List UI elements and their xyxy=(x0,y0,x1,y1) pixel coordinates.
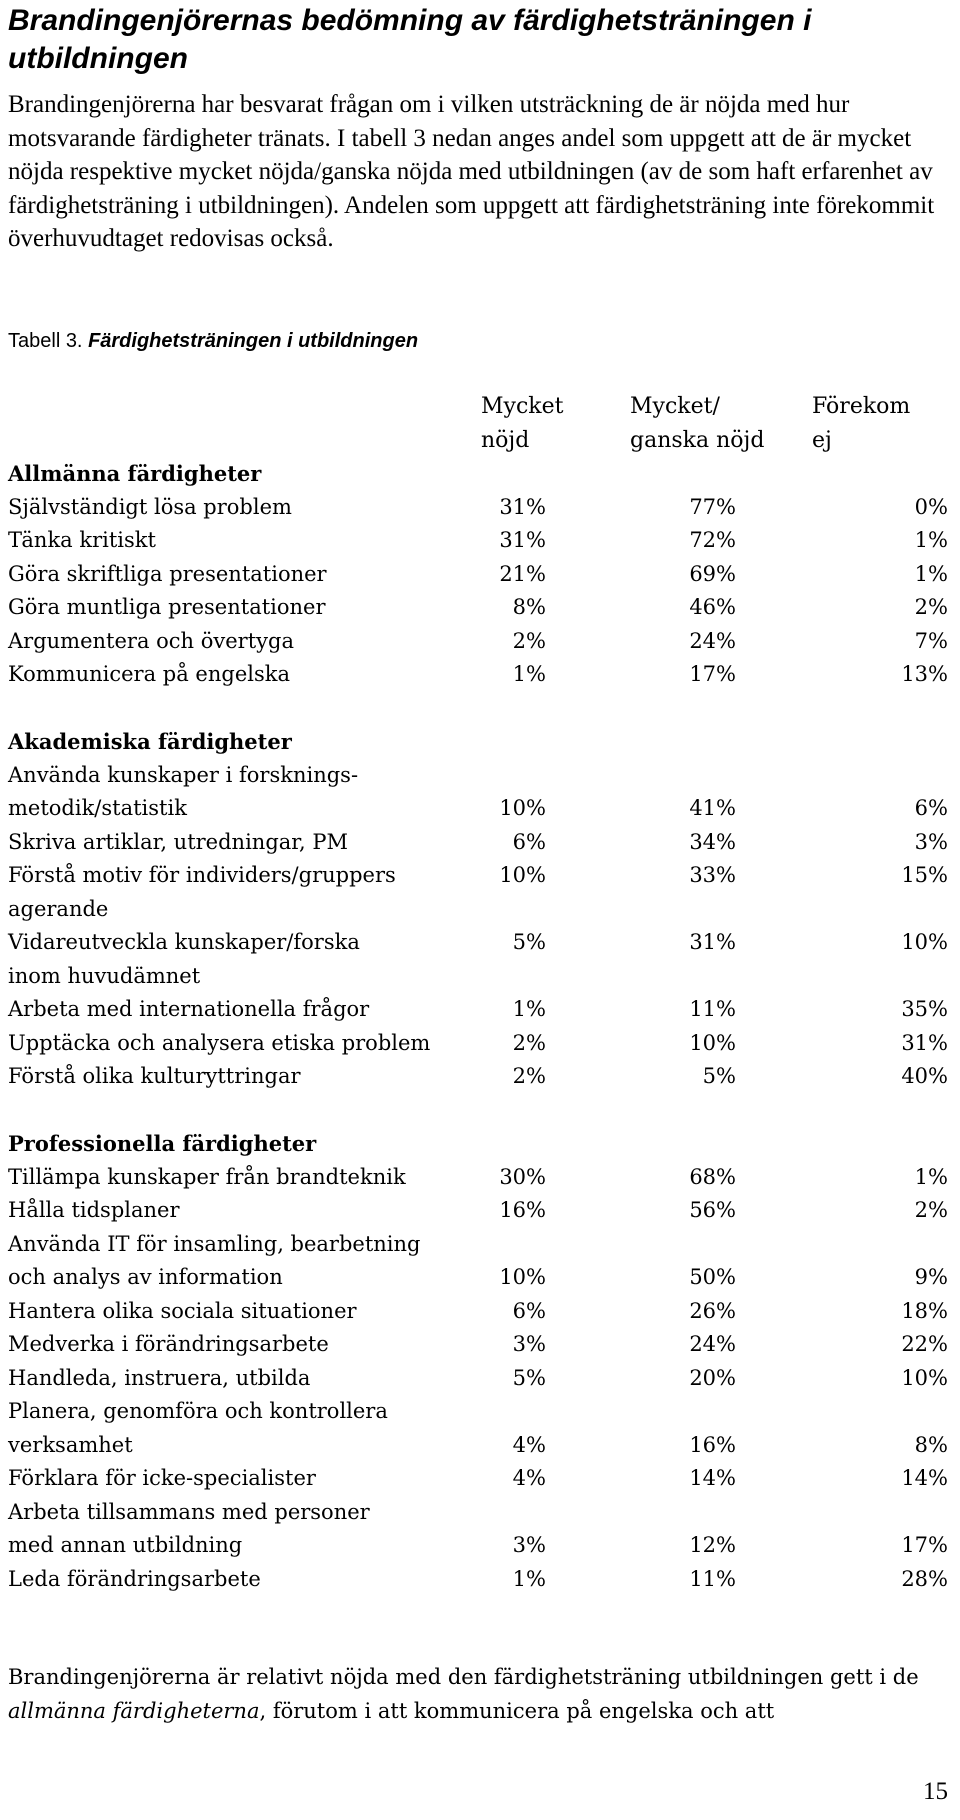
value-very-or-quite-satisfied: 41% xyxy=(689,796,736,820)
value-very-satisfied: 16% xyxy=(499,1198,546,1222)
value-very-or-quite-satisfied: 26% xyxy=(689,1298,736,1323)
row-label: Tänka kritiskt xyxy=(8,528,156,552)
value-very-or-quite-satisfied: 31% xyxy=(689,930,736,954)
row-label: Kommunicera på engelska xyxy=(8,662,290,686)
value-not-occurred: 1% xyxy=(914,1164,948,1189)
row-label: Hantera olika sociala situationer xyxy=(8,1298,357,1323)
value-very-satisfied: 6% xyxy=(512,1298,546,1323)
table-row xyxy=(8,993,953,1027)
value-not-occurred: 28% xyxy=(901,1566,948,1591)
row-label: Göra muntliga presentationer xyxy=(8,595,326,619)
header-line: ganska nöjd xyxy=(630,427,765,453)
value-very-or-quite-satisfied: 68% xyxy=(689,1164,736,1189)
table-body xyxy=(8,457,953,1596)
table-row xyxy=(8,491,953,525)
value-not-occurred: 13% xyxy=(901,662,948,686)
header-not-occurred xyxy=(812,390,910,457)
section-title-row xyxy=(8,1127,953,1161)
table-row xyxy=(8,625,953,659)
header-line: ej xyxy=(812,427,832,453)
row-label: Använda IT för insamling, bearbetning xyxy=(8,1231,421,1256)
table-row xyxy=(8,558,953,592)
row-label: Upptäcka och analysera etiska problem xyxy=(8,1030,431,1055)
value-very-or-quite-satisfied: 24% xyxy=(689,1332,736,1356)
row-label: Arbeta med internationella frågor xyxy=(8,997,370,1021)
row-label: inom huvudämnet xyxy=(8,963,201,988)
row-label: Handleda, instruera, utbilda xyxy=(8,1365,311,1390)
header-very-or-quite-satisfied xyxy=(630,390,764,457)
value-not-occurred: 18% xyxy=(901,1298,948,1323)
value-very-satisfied: 4% xyxy=(512,1432,546,1457)
value-very-satisfied: 2% xyxy=(512,1030,546,1055)
value-very-satisfied: 10% xyxy=(499,796,546,820)
value-very-satisfied: 10% xyxy=(499,863,546,887)
value-very-or-quite-satisfied: 17% xyxy=(689,662,736,686)
value-very-or-quite-satisfied: 10% xyxy=(689,1030,736,1055)
row-label: Tillämpa kunskaper från brandteknik xyxy=(8,1164,406,1189)
table-row xyxy=(8,1027,953,1061)
value-very-or-quite-satisfied: 12% xyxy=(689,1533,736,1557)
value-very-satisfied: 1% xyxy=(512,662,546,686)
value-not-occurred: 22% xyxy=(901,1332,948,1356)
value-very-or-quite-satisfied: 33% xyxy=(689,863,736,887)
table-caption xyxy=(8,327,418,355)
row-label: Leda förändringsarbete xyxy=(8,1566,261,1591)
closing-paragraph xyxy=(8,1660,953,1728)
table-row xyxy=(8,1228,953,1262)
row-label: Självständigt lösa problem xyxy=(8,494,292,519)
table-row xyxy=(8,1529,953,1563)
value-not-occurred: 7% xyxy=(914,628,948,653)
section-title: Allmänna färdigheter xyxy=(8,461,262,486)
row-label: Argumentera och övertyga xyxy=(8,628,294,653)
row-label: Hålla tidsplaner xyxy=(8,1198,180,1222)
value-not-occurred: 6% xyxy=(914,796,948,820)
value-very-satisfied: 5% xyxy=(512,930,546,954)
value-not-occurred: 1% xyxy=(914,561,948,586)
row-label: Använda kunskaper i forsknings- xyxy=(8,762,359,787)
section-title-row xyxy=(8,457,953,491)
value-very-or-quite-satisfied: 72% xyxy=(689,528,736,552)
value-very-or-quite-satisfied: 56% xyxy=(689,1198,736,1222)
value-very-or-quite-satisfied: 46% xyxy=(689,595,736,619)
value-very-or-quite-satisfied: 14% xyxy=(689,1466,736,1490)
row-label: Vidareutveckla kunskaper/forska xyxy=(8,930,360,954)
value-very-satisfied: 6% xyxy=(512,829,546,854)
value-not-occurred: 2% xyxy=(914,595,948,619)
row-label: Medverka i förändringsarbete xyxy=(8,1332,329,1356)
section-spacer xyxy=(8,692,953,726)
value-not-occurred: 35% xyxy=(901,997,948,1021)
value-not-occurred: 0% xyxy=(914,494,948,519)
table-row xyxy=(8,859,953,893)
row-label: och analys av information xyxy=(8,1265,283,1289)
section-heading: Brandingenjörernas bedömning av färdighetsträningen i utbildningen xyxy=(8,4,812,75)
header-line: Förekom xyxy=(812,394,911,419)
row-label: med annan utbildning xyxy=(8,1533,243,1557)
caption-prefix: Tabell 3. xyxy=(8,330,83,352)
section-spacer xyxy=(8,1094,953,1128)
value-very-satisfied: 1% xyxy=(512,997,546,1021)
table-row xyxy=(8,926,953,960)
row-label: Förstå olika kulturyttringar xyxy=(8,1064,301,1088)
value-not-occurred: 17% xyxy=(901,1533,948,1557)
header-line: Mycket xyxy=(481,394,564,419)
value-very-or-quite-satisfied: 77% xyxy=(689,494,736,519)
value-very-or-quite-satisfied: 34% xyxy=(689,829,736,854)
value-not-occurred: 8% xyxy=(914,1432,948,1457)
table-row xyxy=(8,591,953,625)
value-very-satisfied: 5% xyxy=(512,1365,546,1390)
value-very-satisfied: 2% xyxy=(512,628,546,653)
row-label: Förstå motiv för individers/gruppers xyxy=(8,863,396,887)
table-row xyxy=(8,893,953,927)
table-row xyxy=(8,1261,953,1295)
section-title-row xyxy=(8,725,953,759)
value-not-occurred: 40% xyxy=(901,1064,948,1088)
table-header xyxy=(8,390,953,457)
row-label: agerande xyxy=(8,896,109,921)
outro-text: Brandingenjörerna är relativt nöjda med den färdighetsträning utbildningen gett i de xyxy=(8,1665,919,1689)
table-row xyxy=(8,1328,953,1362)
row-label: verksamhet xyxy=(8,1432,133,1457)
table-row xyxy=(8,1563,953,1597)
value-very-or-quite-satisfied: 11% xyxy=(689,997,736,1021)
table-row xyxy=(8,759,953,793)
value-not-occurred: 10% xyxy=(901,930,948,954)
value-not-occurred: 15% xyxy=(901,863,948,887)
table-row xyxy=(8,1395,953,1429)
value-not-occurred: 1% xyxy=(914,528,948,552)
table-row xyxy=(8,792,953,826)
value-very-satisfied: 21% xyxy=(499,561,546,586)
table-row xyxy=(8,1362,953,1396)
section-title: Professionella färdigheter xyxy=(8,1131,317,1156)
value-very-satisfied: 2% xyxy=(512,1064,546,1088)
value-very-or-quite-satisfied: 16% xyxy=(689,1432,736,1457)
value-very-satisfied: 8% xyxy=(512,595,546,619)
value-very-satisfied: 4% xyxy=(512,1466,546,1490)
table-row xyxy=(8,1462,953,1496)
value-very-satisfied: 1% xyxy=(512,1566,546,1591)
value-very-satisfied: 30% xyxy=(499,1164,546,1189)
row-label: Göra skriftliga presentationer xyxy=(8,561,327,586)
row-label: Förklara för icke-specialister xyxy=(8,1466,316,1490)
row-label: Skriva artiklar, utredningar, PM xyxy=(8,829,348,854)
table-row xyxy=(8,524,953,558)
value-very-satisfied: 31% xyxy=(499,528,546,552)
table-row xyxy=(8,1496,953,1530)
value-not-occurred: 31% xyxy=(901,1030,948,1055)
table-row xyxy=(8,960,953,994)
value-not-occurred: 3% xyxy=(914,829,948,854)
row-label: Arbeta tillsammans med personer xyxy=(8,1499,370,1524)
table-row xyxy=(8,1429,953,1463)
value-not-occurred: 10% xyxy=(901,1365,948,1390)
value-very-satisfied: 31% xyxy=(499,494,546,519)
section-title: Akademiska färdigheter xyxy=(8,729,292,754)
value-not-occurred: 2% xyxy=(914,1198,948,1222)
value-very-or-quite-satisfied: 50% xyxy=(689,1265,736,1289)
value-very-or-quite-satisfied: 5% xyxy=(702,1064,736,1088)
value-very-or-quite-satisfied: 11% xyxy=(689,1566,736,1591)
row-label: metodik/statistik xyxy=(8,796,187,820)
table-row xyxy=(8,1295,953,1329)
intro-paragraph: Brandingenjörerna har besvarat frågan om i vilken utsträckning de är nöjda med hur motsvarande färdigheter tränats. I tabell 3 nedan anges andel som uppgett att de är mycket nöjda respektive mycket nöjda/ganska nöjda med utbildningen (av de som haft erfarenhet av färdighetsträning i utbildningen). Andelen som uppgett att färdighetsträning inte förekommit överhuvudtaget redovisas också. xyxy=(8,91,935,252)
table-row xyxy=(8,1060,953,1094)
value-very-satisfied: 10% xyxy=(499,1265,546,1289)
table-row xyxy=(8,658,953,692)
caption-title: Färdighetsträningen i utbildningen xyxy=(88,330,419,352)
value-very-or-quite-satisfied: 24% xyxy=(689,628,736,653)
header-line: nöjd xyxy=(481,427,530,453)
header-very-satisfied xyxy=(481,390,563,457)
skills-table xyxy=(8,390,953,1596)
header-line: Mycket/ xyxy=(630,394,720,419)
table-row xyxy=(8,1161,953,1195)
page-number: 15 xyxy=(923,1778,948,1805)
value-very-or-quite-satisfied: 20% xyxy=(689,1365,736,1390)
value-not-occurred: 14% xyxy=(901,1466,948,1490)
value-very-satisfied: 3% xyxy=(512,1332,546,1356)
value-not-occurred: 9% xyxy=(914,1265,948,1289)
value-very-satisfied: 3% xyxy=(512,1533,546,1557)
table-row xyxy=(8,826,953,860)
outro-text: , förutom i att kommunicera på engelska och att xyxy=(259,1699,775,1723)
outro-emphasis: allmänna färdigheterna xyxy=(8,1699,260,1723)
row-label: Planera, genomföra och kontrollera xyxy=(8,1399,388,1423)
value-very-or-quite-satisfied: 69% xyxy=(689,561,736,586)
table-row xyxy=(8,1194,953,1228)
